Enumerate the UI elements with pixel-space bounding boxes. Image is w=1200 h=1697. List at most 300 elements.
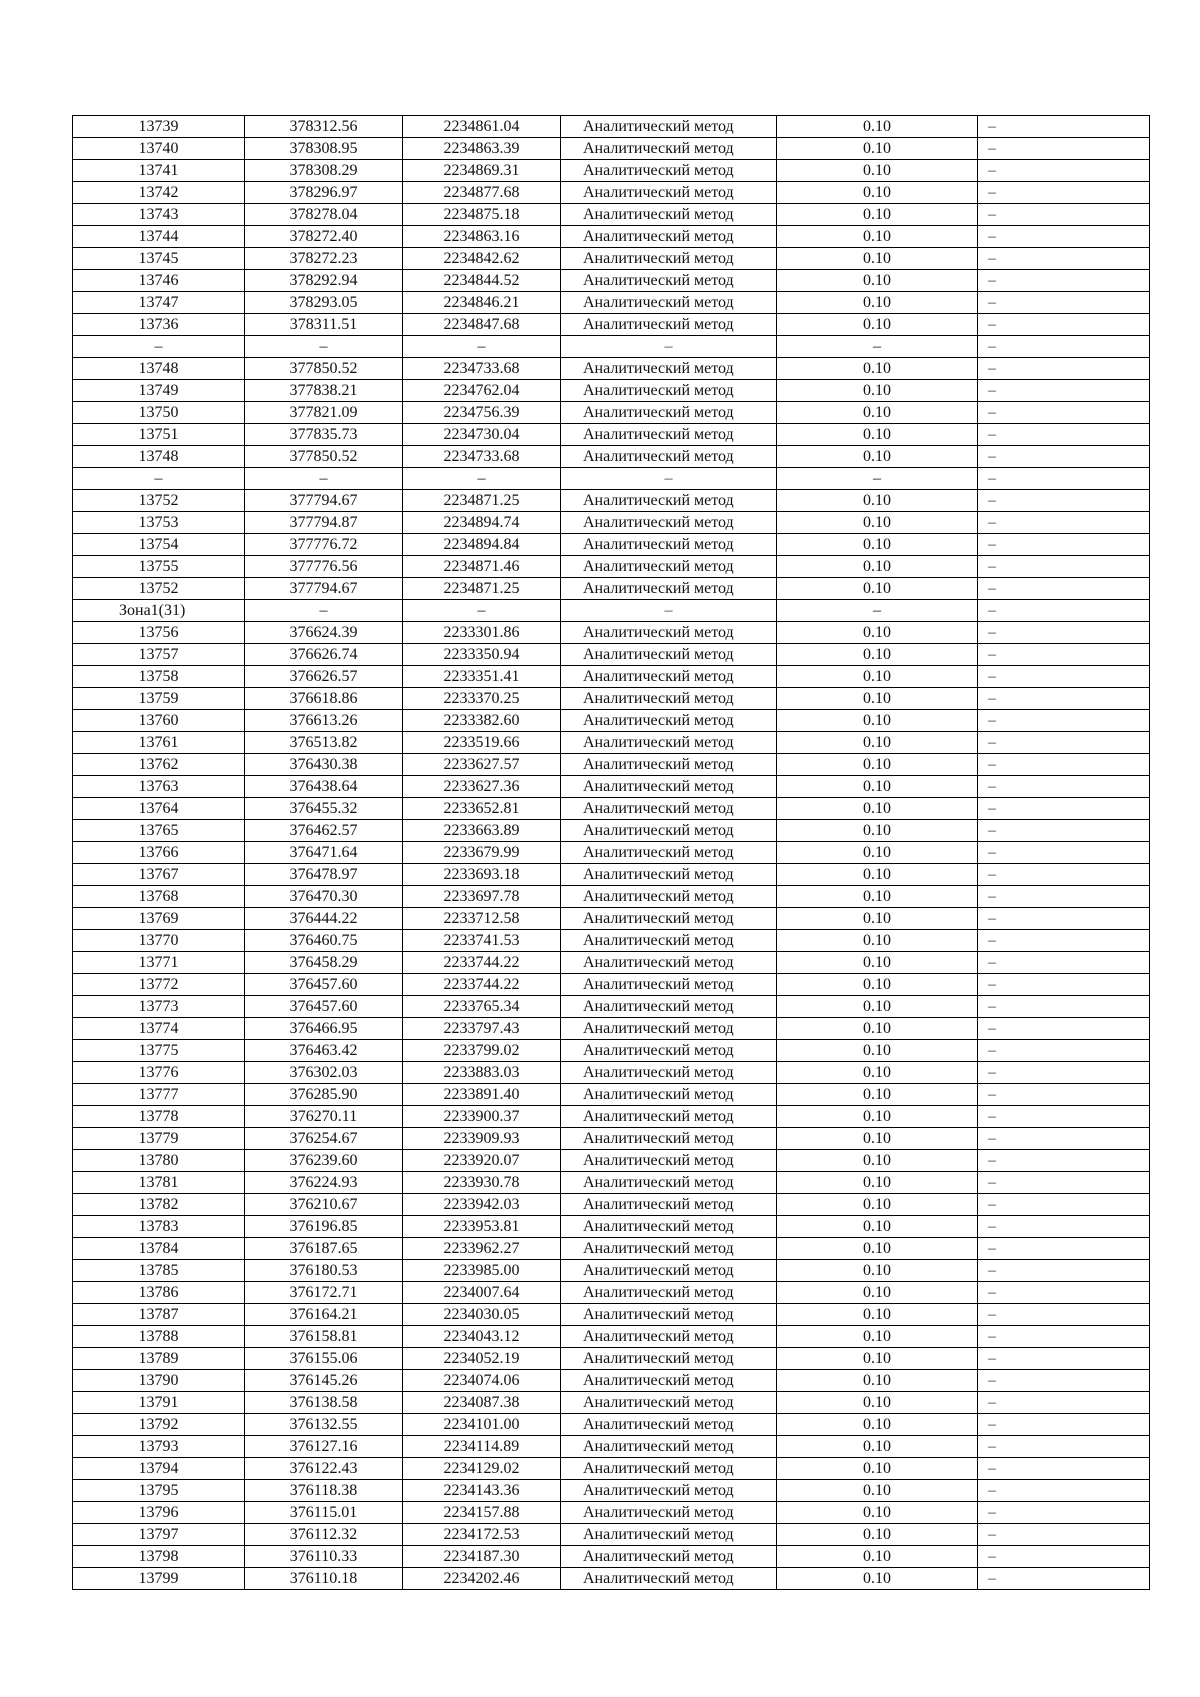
cell-x-coordinate: 376618.86: [245, 688, 403, 710]
cell-accuracy: 0.10: [777, 358, 978, 380]
cell-method: Аналитический метод: [561, 688, 777, 710]
table-row: [73, 1172, 1150, 1194]
cell-x-coordinate: 376180.53: [245, 1260, 403, 1282]
cell-accuracy: 0.10: [777, 1414, 978, 1436]
cell-method: Аналитический метод: [561, 1172, 777, 1194]
cell-method: Аналитический метод: [561, 842, 777, 864]
table-row: [73, 974, 1150, 996]
cell-accuracy: 0.10: [777, 754, 978, 776]
table-row: [73, 226, 1150, 248]
table-row: [73, 1524, 1150, 1546]
table-row: [73, 138, 1150, 160]
cell-x-coordinate: 376513.82: [245, 732, 403, 754]
cell-y-coordinate: 2233697.78: [403, 886, 561, 908]
cell-x-coordinate: 377850.52: [245, 446, 403, 468]
cell-point-number: 13772: [73, 974, 245, 996]
cell-point-number: 13740: [73, 138, 245, 160]
cell-y-coordinate: 2233744.22: [403, 952, 561, 974]
cell-accuracy: 0.10: [777, 886, 978, 908]
cell-point-number: Зона1(31): [73, 600, 245, 622]
cell-y-coordinate: 2234030.05: [403, 1304, 561, 1326]
cell-x-coordinate: –: [245, 600, 403, 622]
cell-accuracy: –: [777, 336, 978, 358]
cell-accuracy: 0.10: [777, 1480, 978, 1502]
table-row: [73, 336, 1150, 358]
cell-note: –: [978, 688, 1150, 710]
cell-x-coordinate: 378308.95: [245, 138, 403, 160]
cell-accuracy: 0.10: [777, 446, 978, 468]
cell-y-coordinate: 2233663.89: [403, 820, 561, 842]
table-row: [73, 578, 1150, 600]
cell-note: –: [978, 930, 1150, 952]
cell-point-number: 13764: [73, 798, 245, 820]
cell-y-coordinate: 2234756.39: [403, 402, 561, 424]
cell-point-number: 13798: [73, 1546, 245, 1568]
cell-note: –: [978, 1502, 1150, 1524]
cell-accuracy: 0.10: [777, 270, 978, 292]
cell-accuracy: 0.10: [777, 1172, 978, 1194]
cell-accuracy: 0.10: [777, 1502, 978, 1524]
cell-note: –: [978, 226, 1150, 248]
cell-note: –: [978, 1084, 1150, 1106]
cell-method: Аналитический метод: [561, 1524, 777, 1546]
cell-x-coordinate: 376187.65: [245, 1238, 403, 1260]
table-row: [73, 1260, 1150, 1282]
table-row: [73, 116, 1150, 138]
cell-point-number: 13774: [73, 1018, 245, 1040]
cell-note: –: [978, 1370, 1150, 1392]
cell-method: –: [561, 336, 777, 358]
cell-y-coordinate: 2234052.19: [403, 1348, 561, 1370]
cell-method: Аналитический метод: [561, 534, 777, 556]
cell-method: Аналитический метод: [561, 1480, 777, 1502]
cell-method: Аналитический метод: [561, 666, 777, 688]
cell-note: –: [978, 314, 1150, 336]
cell-point-number: 13755: [73, 556, 245, 578]
cell-accuracy: 0.10: [777, 248, 978, 270]
cell-point-number: 13744: [73, 226, 245, 248]
table-row: [73, 512, 1150, 534]
cell-y-coordinate: 2233370.25: [403, 688, 561, 710]
cell-method: Аналитический метод: [561, 424, 777, 446]
cell-method: Аналитический метод: [561, 160, 777, 182]
table-row: [73, 534, 1150, 556]
cell-method: Аналитический метод: [561, 556, 777, 578]
cell-y-coordinate: 2233350.94: [403, 644, 561, 666]
cell-note: –: [978, 116, 1150, 138]
cell-x-coordinate: 378278.04: [245, 204, 403, 226]
cell-x-coordinate: 376613.26: [245, 710, 403, 732]
cell-method: Аналитический метод: [561, 798, 777, 820]
table-row: [73, 1436, 1150, 1458]
cell-point-number: 13784: [73, 1238, 245, 1260]
cell-point-number: 13757: [73, 644, 245, 666]
cell-point-number: 13791: [73, 1392, 245, 1414]
table-row: [73, 1326, 1150, 1348]
cell-note: –: [978, 380, 1150, 402]
cell-method: Аналитический метод: [561, 644, 777, 666]
cell-x-coordinate: 376458.29: [245, 952, 403, 974]
cell-x-coordinate: 376254.67: [245, 1128, 403, 1150]
cell-point-number: 13768: [73, 886, 245, 908]
cell-x-coordinate: 376455.32: [245, 798, 403, 820]
cell-method: Аналитический метод: [561, 1370, 777, 1392]
cell-method: Аналитический метод: [561, 1018, 777, 1040]
cell-accuracy: 0.10: [777, 1084, 978, 1106]
table-row: [73, 1194, 1150, 1216]
cell-x-coordinate: 377821.09: [245, 402, 403, 424]
cell-accuracy: 0.10: [777, 1260, 978, 1282]
cell-y-coordinate: 2234871.25: [403, 490, 561, 512]
cell-note: –: [978, 710, 1150, 732]
cell-y-coordinate: 2233891.40: [403, 1084, 561, 1106]
cell-accuracy: 0.10: [777, 996, 978, 1018]
cell-accuracy: 0.10: [777, 116, 978, 138]
cell-note: –: [978, 490, 1150, 512]
cell-point-number: 13746: [73, 270, 245, 292]
cell-y-coordinate: 2233693.18: [403, 864, 561, 886]
cell-accuracy: 0.10: [777, 622, 978, 644]
cell-accuracy: 0.10: [777, 1216, 978, 1238]
cell-note: –: [978, 908, 1150, 930]
cell-x-coordinate: 377794.87: [245, 512, 403, 534]
cell-y-coordinate: 2233930.78: [403, 1172, 561, 1194]
cell-accuracy: 0.10: [777, 688, 978, 710]
table-row: [73, 930, 1150, 952]
cell-accuracy: 0.10: [777, 930, 978, 952]
cell-point-number: 13773: [73, 996, 245, 1018]
table-row: [73, 688, 1150, 710]
cell-y-coordinate: 2233909.93: [403, 1128, 561, 1150]
cell-method: Аналитический метод: [561, 1546, 777, 1568]
cell-point-number: 13790: [73, 1370, 245, 1392]
cell-accuracy: 0.10: [777, 1238, 978, 1260]
table-row: [73, 908, 1150, 930]
cell-y-coordinate: 2233799.02: [403, 1040, 561, 1062]
cell-accuracy: 0.10: [777, 1458, 978, 1480]
table-row: [73, 1106, 1150, 1128]
cell-x-coordinate: 376463.42: [245, 1040, 403, 1062]
cell-x-coordinate: 376158.81: [245, 1326, 403, 1348]
cell-point-number: 13792: [73, 1414, 245, 1436]
cell-accuracy: 0.10: [777, 534, 978, 556]
cell-y-coordinate: 2234157.88: [403, 1502, 561, 1524]
cell-note: –: [978, 1304, 1150, 1326]
cell-note: –: [978, 1128, 1150, 1150]
cell-accuracy: –: [777, 468, 978, 490]
table-row: [73, 798, 1150, 820]
cell-x-coordinate: 376457.60: [245, 974, 403, 996]
cell-method: Аналитический метод: [561, 226, 777, 248]
cell-x-coordinate: 377776.72: [245, 534, 403, 556]
cell-accuracy: 0.10: [777, 1304, 978, 1326]
cell-point-number: 13752: [73, 490, 245, 512]
cell-point-number: 13787: [73, 1304, 245, 1326]
cell-note: –: [978, 600, 1150, 622]
cell-point-number: 13736: [73, 314, 245, 336]
table-row: [73, 248, 1150, 270]
cell-y-coordinate: 2234172.53: [403, 1524, 561, 1546]
cell-point-number: 13742: [73, 182, 245, 204]
cell-note: –: [978, 578, 1150, 600]
cell-x-coordinate: –: [245, 468, 403, 490]
cell-method: Аналитический метод: [561, 358, 777, 380]
cell-point-number: 13783: [73, 1216, 245, 1238]
table-row: [73, 1282, 1150, 1304]
cell-note: –: [978, 402, 1150, 424]
cell-x-coordinate: 377776.56: [245, 556, 403, 578]
cell-method: Аналитический метод: [561, 732, 777, 754]
cell-accuracy: 0.10: [777, 776, 978, 798]
table-row: [73, 732, 1150, 754]
cell-accuracy: 0.10: [777, 864, 978, 886]
cell-x-coordinate: 376438.64: [245, 776, 403, 798]
cell-note: –: [978, 1238, 1150, 1260]
cell-point-number: 13781: [73, 1172, 245, 1194]
cell-point-number: 13765: [73, 820, 245, 842]
cell-note: –: [978, 160, 1150, 182]
cell-x-coordinate: 376626.57: [245, 666, 403, 688]
cell-y-coordinate: 2233942.03: [403, 1194, 561, 1216]
cell-accuracy: 0.10: [777, 182, 978, 204]
cell-y-coordinate: 2234871.46: [403, 556, 561, 578]
cell-note: –: [978, 798, 1150, 820]
cell-y-coordinate: 2233985.00: [403, 1260, 561, 1282]
table-row: [73, 1128, 1150, 1150]
cell-x-coordinate: 376110.33: [245, 1546, 403, 1568]
cell-note: –: [978, 996, 1150, 1018]
table-row: [73, 952, 1150, 974]
cell-method: Аналитический метод: [561, 1326, 777, 1348]
cell-accuracy: 0.10: [777, 1040, 978, 1062]
cell-y-coordinate: 2234846.21: [403, 292, 561, 314]
cell-method: Аналитический метод: [561, 138, 777, 160]
table-row: [73, 600, 1150, 622]
cell-method: Аналитический метод: [561, 512, 777, 534]
table-row: [73, 622, 1150, 644]
cell-y-coordinate: 2234114.89: [403, 1436, 561, 1458]
cell-x-coordinate: 378272.40: [245, 226, 403, 248]
cell-note: –: [978, 248, 1150, 270]
cell-point-number: 13782: [73, 1194, 245, 1216]
cell-point-number: 13770: [73, 930, 245, 952]
cell-note: –: [978, 776, 1150, 798]
cell-x-coordinate: 376626.74: [245, 644, 403, 666]
table-row: [73, 710, 1150, 732]
cell-note: –: [978, 1458, 1150, 1480]
cell-method: –: [561, 600, 777, 622]
table-row: [73, 1414, 1150, 1436]
table-row: [73, 1480, 1150, 1502]
cell-y-coordinate: 2233519.66: [403, 732, 561, 754]
cell-point-number: 13769: [73, 908, 245, 930]
cell-x-coordinate: 376285.90: [245, 1084, 403, 1106]
cell-accuracy: 0.10: [777, 666, 978, 688]
cell-x-coordinate: 376457.60: [245, 996, 403, 1018]
cell-accuracy: 0.10: [777, 556, 978, 578]
cell-note: –: [978, 446, 1150, 468]
cell-y-coordinate: 2234869.31: [403, 160, 561, 182]
cell-x-coordinate: 376239.60: [245, 1150, 403, 1172]
cell-point-number: 13748: [73, 358, 245, 380]
cell-accuracy: 0.10: [777, 204, 978, 226]
cell-method: Аналитический метод: [561, 204, 777, 226]
cell-y-coordinate: 2234762.04: [403, 380, 561, 402]
cell-point-number: 13776: [73, 1062, 245, 1084]
cell-accuracy: 0.10: [777, 1282, 978, 1304]
cell-y-coordinate: 2234187.30: [403, 1546, 561, 1568]
cell-method: Аналитический метод: [561, 1282, 777, 1304]
cell-y-coordinate: 2234733.68: [403, 358, 561, 380]
cell-x-coordinate: –: [245, 336, 403, 358]
cell-x-coordinate: 376172.71: [245, 1282, 403, 1304]
cell-method: Аналитический метод: [561, 886, 777, 908]
table-row: [73, 358, 1150, 380]
table-row: [73, 1392, 1150, 1414]
cell-point-number: –: [73, 336, 245, 358]
cell-accuracy: 0.10: [777, 292, 978, 314]
table-row: [73, 160, 1150, 182]
cell-note: –: [978, 974, 1150, 996]
cell-point-number: 13777: [73, 1084, 245, 1106]
coordinates-table-body: [73, 116, 1150, 1590]
cell-y-coordinate: 2233712.58: [403, 908, 561, 930]
cell-accuracy: 0.10: [777, 1568, 978, 1590]
cell-point-number: 13788: [73, 1326, 245, 1348]
table-row: [73, 1216, 1150, 1238]
table-row: [73, 380, 1150, 402]
cell-note: –: [978, 1018, 1150, 1040]
cell-method: Аналитический метод: [561, 182, 777, 204]
cell-y-coordinate: 2234847.68: [403, 314, 561, 336]
cell-method: Аналитический метод: [561, 402, 777, 424]
cell-method: Аналитический метод: [561, 1348, 777, 1370]
cell-point-number: –: [73, 468, 245, 490]
cell-y-coordinate: 2233953.81: [403, 1216, 561, 1238]
cell-method: Аналитический метод: [561, 776, 777, 798]
cell-accuracy: 0.10: [777, 710, 978, 732]
cell-method: Аналитический метод: [561, 974, 777, 996]
cell-note: –: [978, 182, 1150, 204]
cell-accuracy: 0.10: [777, 160, 978, 182]
cell-note: –: [978, 864, 1150, 886]
cell-x-coordinate: 376164.21: [245, 1304, 403, 1326]
cell-y-coordinate: 2234202.46: [403, 1568, 561, 1590]
cell-y-coordinate: 2234730.04: [403, 424, 561, 446]
cell-note: –: [978, 1568, 1150, 1590]
cell-x-coordinate: 378293.05: [245, 292, 403, 314]
cell-point-number: 13748: [73, 446, 245, 468]
cell-note: –: [978, 270, 1150, 292]
cell-note: –: [978, 1172, 1150, 1194]
cell-note: –: [978, 1150, 1150, 1172]
cell-x-coordinate: 376430.38: [245, 754, 403, 776]
cell-note: –: [978, 358, 1150, 380]
cell-point-number: 13779: [73, 1128, 245, 1150]
table-row: [73, 556, 1150, 578]
cell-note: –: [978, 842, 1150, 864]
cell-accuracy: 0.10: [777, 1194, 978, 1216]
cell-method: Аналитический метод: [561, 1414, 777, 1436]
cell-x-coordinate: 376302.03: [245, 1062, 403, 1084]
cell-note: –: [978, 204, 1150, 226]
cell-point-number: 13762: [73, 754, 245, 776]
cell-point-number: 13786: [73, 1282, 245, 1304]
table-row: [73, 490, 1150, 512]
cell-point-number: 13766: [73, 842, 245, 864]
cell-method: Аналитический метод: [561, 270, 777, 292]
table-row: [73, 886, 1150, 908]
cell-x-coordinate: 378296.97: [245, 182, 403, 204]
cell-accuracy: 0.10: [777, 1062, 978, 1084]
table-row: [73, 1062, 1150, 1084]
cell-method: Аналитический метод: [561, 622, 777, 644]
cell-y-coordinate: 2234863.39: [403, 138, 561, 160]
cell-accuracy: 0.10: [777, 490, 978, 512]
cell-accuracy: 0.10: [777, 644, 978, 666]
table-row: [73, 204, 1150, 226]
cell-y-coordinate: 2233301.86: [403, 622, 561, 644]
cell-method: Аналитический метод: [561, 1106, 777, 1128]
cell-note: –: [978, 1392, 1150, 1414]
cell-method: Аналитический метод: [561, 578, 777, 600]
cell-note: –: [978, 1414, 1150, 1436]
cell-point-number: 13796: [73, 1502, 245, 1524]
cell-accuracy: 0.10: [777, 1524, 978, 1546]
cell-accuracy: 0.10: [777, 380, 978, 402]
cell-accuracy: 0.10: [777, 1546, 978, 1568]
cell-y-coordinate: 2233797.43: [403, 1018, 561, 1040]
cell-accuracy: 0.10: [777, 732, 978, 754]
cell-accuracy: 0.10: [777, 1018, 978, 1040]
cell-accuracy: 0.10: [777, 1370, 978, 1392]
cell-note: –: [978, 1546, 1150, 1568]
cell-point-number: 13751: [73, 424, 245, 446]
cell-x-coordinate: 376624.39: [245, 622, 403, 644]
cell-x-coordinate: 376210.67: [245, 1194, 403, 1216]
cell-point-number: 13753: [73, 512, 245, 534]
cell-y-coordinate: 2234101.00: [403, 1414, 561, 1436]
cell-accuracy: 0.10: [777, 820, 978, 842]
cell-method: Аналитический метод: [561, 1150, 777, 1172]
cell-x-coordinate: 376145.26: [245, 1370, 403, 1392]
cell-y-coordinate: 2234871.25: [403, 578, 561, 600]
cell-point-number: 13799: [73, 1568, 245, 1590]
cell-method: Аналитический метод: [561, 490, 777, 512]
cell-note: –: [978, 1436, 1150, 1458]
cell-method: Аналитический метод: [561, 930, 777, 952]
cell-note: –: [978, 1326, 1150, 1348]
cell-x-coordinate: 376460.75: [245, 930, 403, 952]
table-row: [73, 1568, 1150, 1590]
cell-accuracy: 0.10: [777, 138, 978, 160]
table-row: [73, 644, 1150, 666]
cell-method: Аналитический метод: [561, 710, 777, 732]
cell-point-number: 13760: [73, 710, 245, 732]
cell-point-number: 13750: [73, 402, 245, 424]
cell-x-coordinate: 378311.51: [245, 314, 403, 336]
cell-y-coordinate: 2234844.52: [403, 270, 561, 292]
cell-x-coordinate: 376478.97: [245, 864, 403, 886]
cell-point-number: 13794: [73, 1458, 245, 1480]
cell-accuracy: 0.10: [777, 512, 978, 534]
table-row: [73, 996, 1150, 1018]
table-row: [73, 776, 1150, 798]
cell-y-coordinate: 2234007.64: [403, 1282, 561, 1304]
cell-accuracy: 0.10: [777, 226, 978, 248]
cell-y-coordinate: –: [403, 600, 561, 622]
cell-y-coordinate: 2234733.68: [403, 446, 561, 468]
